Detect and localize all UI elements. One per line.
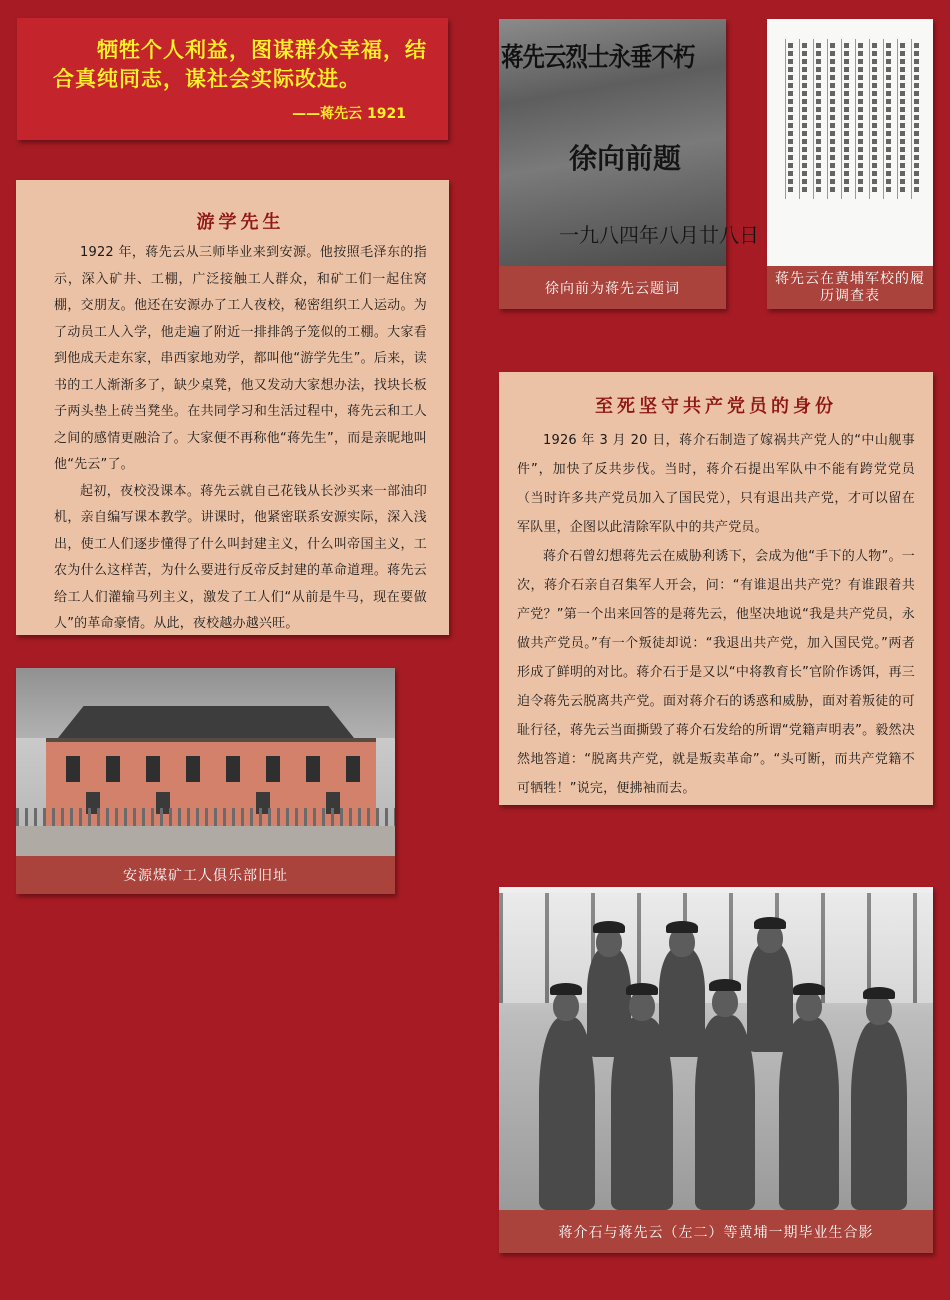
article-paragraph: 起初，夜校没课本。蒋先云就自己花钱从长沙买来一部油印机，亲自编写课本教学。讲课时，他紧密联系安源实际，深入浅出，使工人们逐步懂得了什么叫封建主义，什么叫帝国主义，工农为什么这样苦，为什么要进行反帝反封建的革命道理。蒋先云给工人们灌输马列主义，激发了工人们“从前是牛马，现在要做人”的革命豪情。从此，夜校越办越兴旺。 bbox=[54, 483, 427, 631]
group-photo-image bbox=[499, 887, 933, 1210]
photo-calligraphy bbox=[499, 19, 759, 309]
form-handwriting bbox=[781, 29, 923, 254]
photo-caption: 徐向前为蒋先云题词 bbox=[499, 266, 726, 309]
article-body bbox=[54, 240, 427, 638]
resume-form-image bbox=[767, 19, 933, 266]
photo-workers-club bbox=[16, 668, 395, 894]
article-party-identity bbox=[499, 372, 933, 805]
article-youxue-xiansheng bbox=[16, 180, 449, 635]
calligraphy-date: 一九八四年八月廿八日 bbox=[559, 223, 759, 247]
photo-caption: 安源煤矿工人俱乐部旧址 bbox=[16, 856, 395, 894]
calligraphy-signature: 徐向前题 bbox=[569, 142, 682, 175]
article-title: 至死坚守共产党员的身份 bbox=[595, 396, 837, 417]
workers-club-image bbox=[16, 668, 395, 856]
photo-caption: 蒋介石与蒋先云（左二）等黄埔一期毕业生合影 bbox=[499, 1210, 933, 1253]
calligraphy-main-text: 蒋先云烈士永垂不朽 bbox=[501, 43, 695, 73]
photo-whampoa-group bbox=[499, 887, 933, 1253]
quote-text: 牺牲个人利益，图谋群众幸福，结合真纯同志，谋社会实际改进。 bbox=[53, 38, 427, 91]
article-paragraph: 蒋介石曾幻想蒋先云在威胁利诱下，会成为他“手下的人物”。一次，蒋介石亲自召集军人开会，问：“有谁退出共产党？有谁跟着共产党？”第一个出来回答的是蒋先云，他坚决地说“我是共产党员，永做共产党员。”有一个叛徒却说：“我退出共产党，加入国民党。”两者形成了鲜明的对比。蒋介石于是又以“中将教育长”官阶作诱饵，再三迫令蒋先云脱离共产党。面对蒋介石的诱惑和威胁，面对着叛徒的可耻行径，蒋先云当面撕毁了蒋介石发给的所谓“党籍声明表”。毅然决然地答道：“脱离共产党，就是叛卖革命”。“头可断，而共产党籍不可牺牲！”说完，便拂袖而去。 bbox=[517, 549, 915, 796]
quote-banner bbox=[17, 18, 448, 140]
article-body bbox=[517, 426, 915, 803]
article-paragraph: 1926 年 3 月 20 日，蒋介石制造了嫁祸共产党人的“中山舰事件”，加快了反共步伐。当时，蒋介石提出军队中不能有跨党党员（当时许多共产党员加入了国民党），只有退出共产党，才可以留在军队里，企图以此清除军队中的共产党员。 bbox=[517, 433, 915, 535]
photo-caption: 蒋先云在黄埔军校的履历调查表 bbox=[767, 266, 933, 309]
photo-resume-form bbox=[767, 19, 933, 309]
article-paragraph: 1922 年，蒋先云从三师毕业来到安源。他按照毛泽东的指示，深入矿井、工棚，广泛接触工人群众，和矿工们一起住窝棚，交朋友。他还在安源办了工人夜校，秘密组织工人运动。为了动员工人入学，他走遍了附近一排排鸽子笼似的工棚。大家看到他成天走东家，串西家地劝学，都叫他“游学先生”。后来，读书的工人渐渐多了，缺少桌凳，他又发动大家想办法，找块长板子两头垫上砖当凳坐。在共同学习和生活过程中，蒋先云和工人之间的感情更融洽了。大家便不再称他“蒋先生”，而是亲昵地叫他“先云”了。 bbox=[54, 245, 427, 472]
quote-author: ——蒋先云 1921 bbox=[292, 106, 406, 122]
article-title: 游学先生 bbox=[196, 212, 285, 233]
calligraphy-image bbox=[499, 19, 759, 266]
